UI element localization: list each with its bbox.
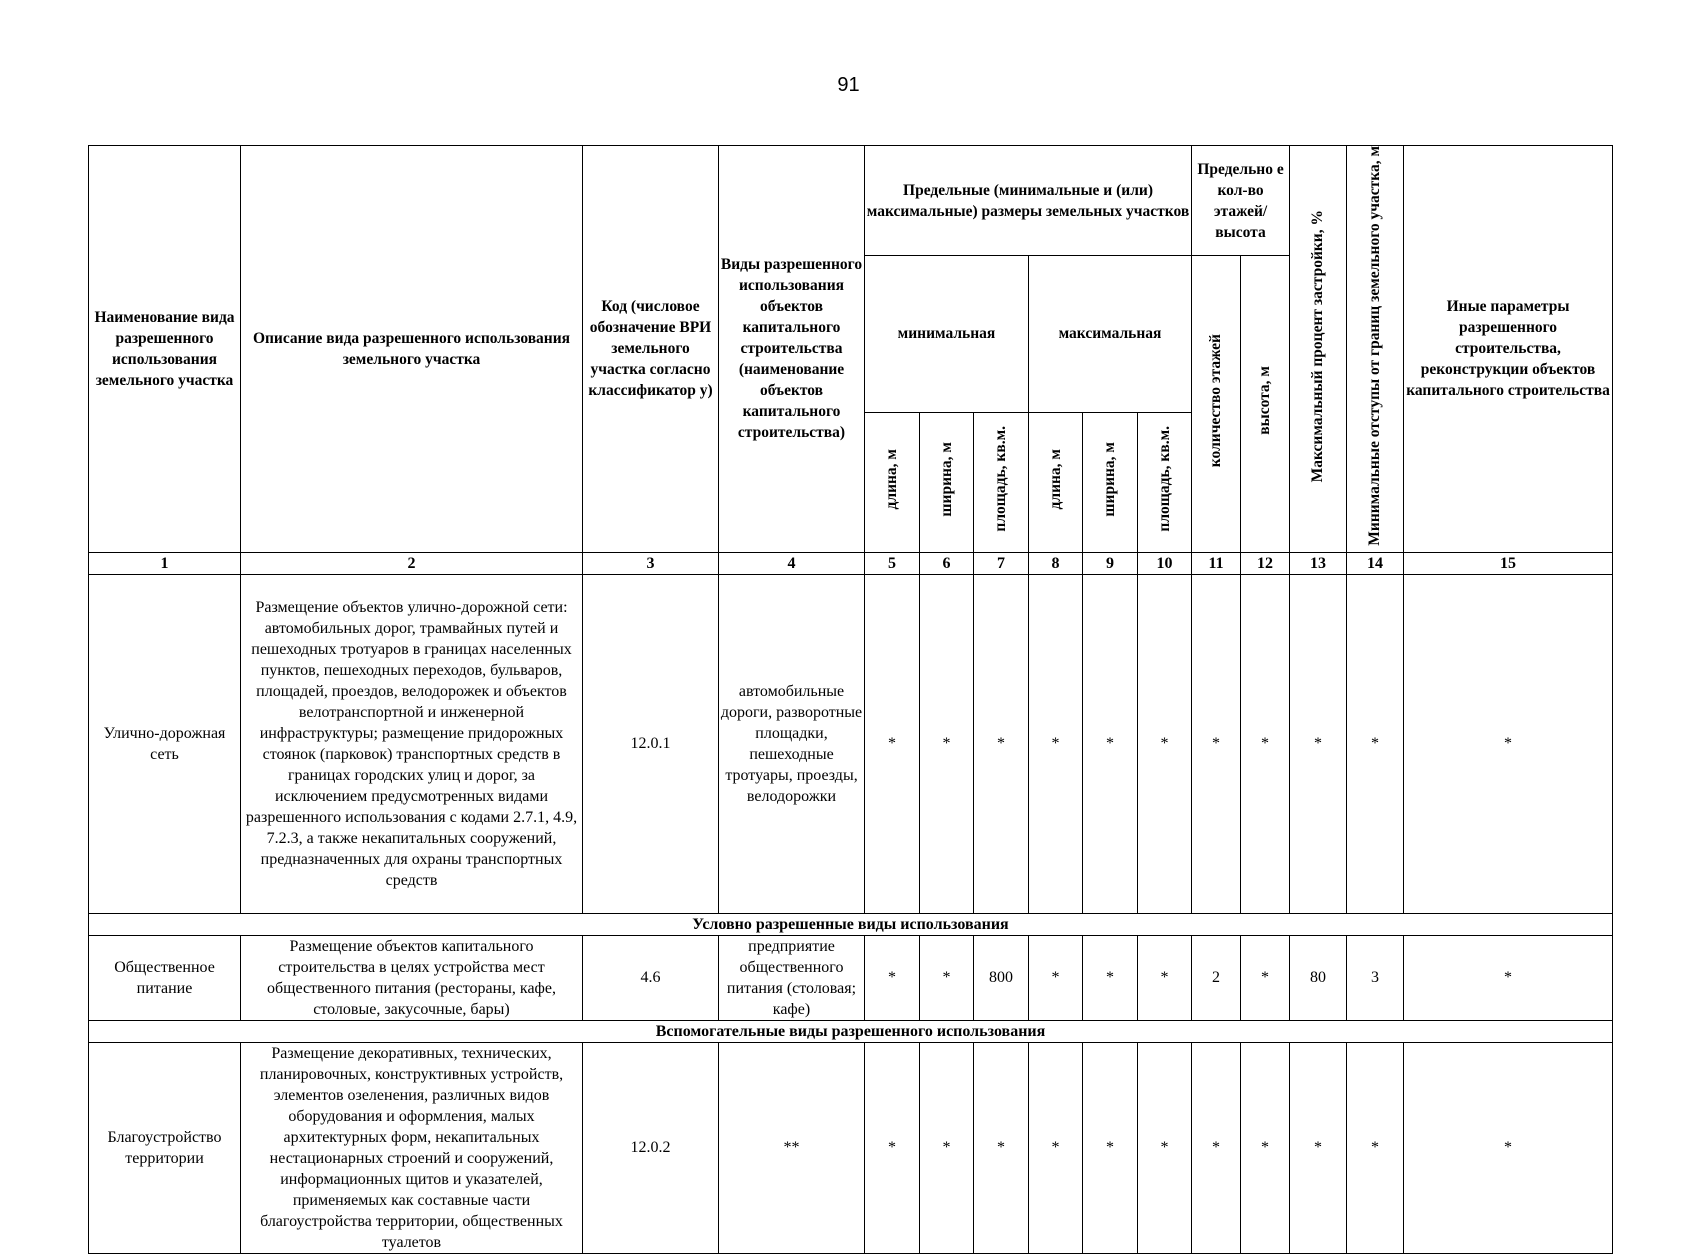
param-cell: *: [1404, 574, 1613, 913]
param-cell: *: [1241, 935, 1290, 1020]
header-max-length: длина, м: [1029, 412, 1083, 552]
column-numbers-row: [89, 552, 1613, 574]
section-conditional-title: Условно разрешенные виды использования: [89, 913, 1613, 935]
param-cell: *: [1083, 935, 1138, 1020]
section-row: [89, 1020, 1613, 1042]
section-row: [89, 913, 1613, 935]
column-number: 10: [1138, 552, 1192, 574]
table-row: [89, 574, 1613, 913]
page-number: 91: [837, 74, 860, 96]
column-number: 5: [865, 552, 920, 574]
use-description: Размещение объектов улично-дорожной сети: автомобильных дорог, трамвайных путей и пешеходных тротуаров в границах населенных пунктов, пешеходных переходов, бульваров, площадей, проездов, велодорожек и объектов велотранспортной и инженерной инфраструктуры; размещение придорожных стоянок (парковок) транспортных средств в границах городских улиц и дорог, за исключением предусмотренных видами разрешенного использования с кодами 2.7.1, 4.9, 7.2.3, а также некапитальных сооружений, предназначенных для охраны транспортных средств: [241, 574, 583, 913]
param-cell: *: [1138, 1042, 1192, 1253]
header-other-params: Иные параметры разрешенного строительства, реконструкции объектов капитального строительства: [1404, 146, 1613, 553]
column-number: 13: [1290, 552, 1347, 574]
table-header: [89, 146, 1613, 575]
table-row: [89, 1042, 1613, 1253]
header-min-area: площадь, кв.м.: [974, 412, 1029, 552]
header-coverage: Максимальный процент застройки, %: [1290, 146, 1347, 553]
param-cell: *: [920, 935, 974, 1020]
header-max: максимальная: [1029, 256, 1192, 413]
param-cell: *: [1290, 1042, 1347, 1253]
param-cell: *: [865, 935, 920, 1020]
use-code: 12.0.2: [583, 1042, 719, 1253]
column-number: 14: [1347, 552, 1404, 574]
header-max-area: площадь, кв.м.: [1138, 412, 1192, 552]
use-name: Благоустройство территории: [89, 1042, 241, 1253]
use-description: Размещение декоративных, технических, планировочных, конструктивных устройств, элементов озеленения, различных видов оборудования и оформления, малых архитектурных форм, некапитальных нестационарных строений и сооружений, информационных щитов и указателей, применяемых как составные части благоустройства территории, общественных туалетов: [241, 1042, 583, 1253]
param-cell: *: [1404, 1042, 1613, 1253]
header-setbacks: Минимальные отступы от границ земельного участка, м: [1347, 146, 1404, 553]
header-objects: Виды разрешенного использования объектов капитального строительства (наименование объектов капитального строительства): [719, 146, 865, 553]
header-name: Наименование вида разрешенного использования земельного участка: [89, 146, 241, 553]
param-cell: *: [1404, 935, 1613, 1020]
header-height: высота, м: [1241, 256, 1290, 553]
column-number: 2: [241, 552, 583, 574]
table-row: [89, 935, 1613, 1020]
param-cell: *: [1347, 1042, 1404, 1253]
use-objects: **: [719, 1042, 865, 1253]
use-objects: предприятие общественного питания (столовая; кафе): [719, 935, 865, 1020]
header-max-width: ширина, м: [1083, 412, 1138, 552]
header-description: Описание вида разрешенного использования земельного участка: [241, 146, 583, 553]
param-cell: *: [1347, 574, 1404, 913]
use-description: Размещение объектов капитального строительства в целях устройства мест общественного питания (рестораны, кафе, столовые, закусочные, бары): [241, 935, 583, 1020]
param-cell: *: [1290, 574, 1347, 913]
use-name: Общественное питание: [89, 935, 241, 1020]
use-code: 12.0.1: [583, 574, 719, 913]
header-code: Код (числовое обозначение ВРИ земельного участка согласно классификатор у): [583, 146, 719, 553]
column-number: 8: [1029, 552, 1083, 574]
param-cell: *: [1192, 574, 1241, 913]
param-cell: *: [1029, 574, 1083, 913]
column-number: 11: [1192, 552, 1241, 574]
header-min-length: длина, м: [865, 412, 920, 552]
param-cell: *: [1138, 935, 1192, 1020]
column-number: 15: [1404, 552, 1613, 574]
header-plot-sizes: Предельные (минимальные и (или) максимальные) размеры земельных участков: [865, 146, 1192, 256]
use-objects: автомобильные дороги, разворотные площадки, пешеходные тротуары, проезды, велодорожки: [719, 574, 865, 913]
param-cell: 800: [974, 935, 1029, 1020]
header-floors: количество этажей: [1192, 256, 1241, 553]
param-cell: 2: [1192, 935, 1241, 1020]
param-cell: *: [920, 574, 974, 913]
param-cell: 3: [1347, 935, 1404, 1020]
param-cell: *: [974, 1042, 1029, 1253]
param-cell: *: [1029, 1042, 1083, 1253]
param-cell: *: [1083, 574, 1138, 913]
param-cell: 80: [1290, 935, 1347, 1020]
land-use-table: [88, 145, 1613, 1254]
column-number: 12: [1241, 552, 1290, 574]
column-number: 3: [583, 552, 719, 574]
param-cell: *: [974, 574, 1029, 913]
use-code: 4.6: [583, 935, 719, 1020]
header-min: минимальная: [865, 256, 1029, 413]
use-name: Улично-дорожная сеть: [89, 574, 241, 913]
column-number: 7: [974, 552, 1029, 574]
param-cell: *: [1083, 1042, 1138, 1253]
param-cell: *: [1241, 1042, 1290, 1253]
param-cell: *: [1029, 935, 1083, 1020]
header-floors-group: Предельно е кол-во этажей/ высота: [1192, 146, 1290, 256]
param-cell: *: [1138, 574, 1192, 913]
column-number: 4: [719, 552, 865, 574]
param-cell: *: [920, 1042, 974, 1253]
param-cell: *: [1241, 574, 1290, 913]
section-auxiliary-title: Вспомогательные виды разрешенного использования: [89, 1020, 1613, 1042]
column-number: 9: [1083, 552, 1138, 574]
column-number: 6: [920, 552, 974, 574]
header-min-width: ширина, м: [920, 412, 974, 552]
param-cell: *: [865, 1042, 920, 1253]
column-number: 1: [89, 552, 241, 574]
param-cell: *: [865, 574, 920, 913]
param-cell: *: [1192, 1042, 1241, 1253]
